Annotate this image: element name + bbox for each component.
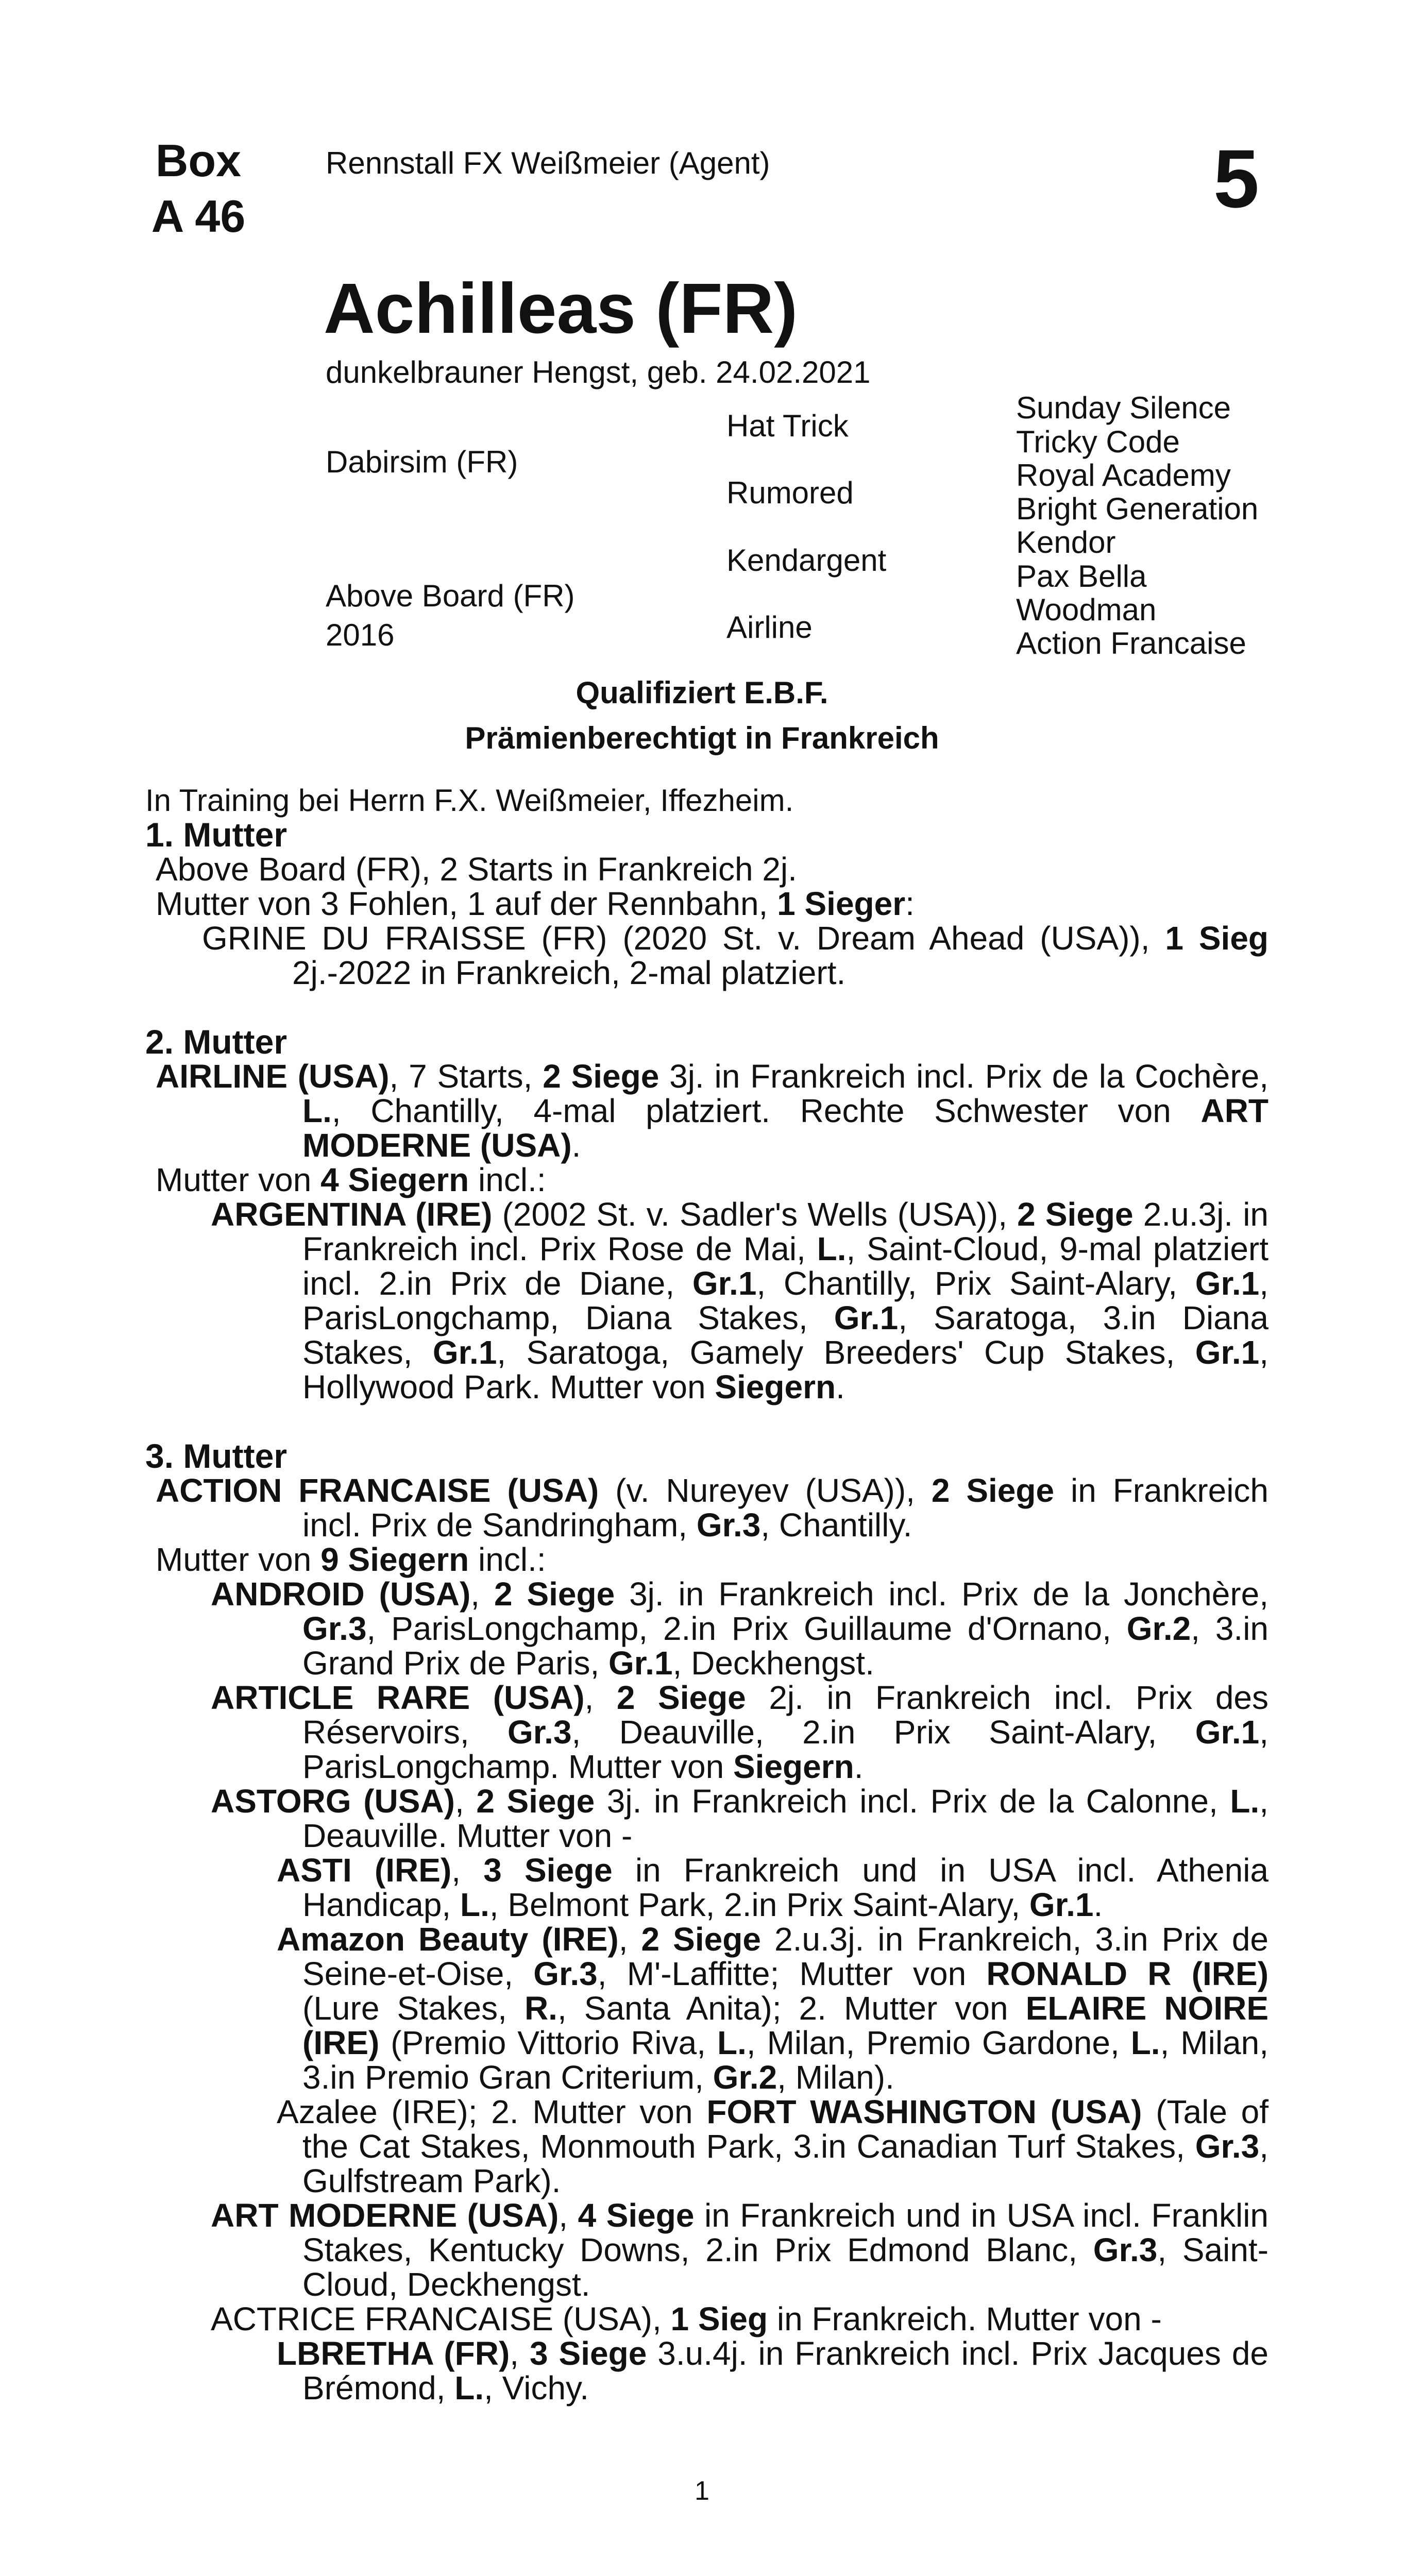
- third-dam-offspring-android: ANDROID (USA), 2 Siege 3j. in Frankreich incl. Prix de la Jonchère, Gr.3, ParisLongchamp, 2.in Prix Guillaume d'Ornano, Gr.2, 3.in Grand Prix de Paris, Gr.1, Deckhengst.: [211, 1575, 1269, 1682]
- pedigree-great-grandparent: Royal Academy: [1016, 458, 1231, 493]
- third-dam-offspring-astorg: ASTORG (USA), 2 Siege 3j. in Frankreich incl. Prix de la Calonne, L., Deauville. Mutter von -: [211, 1783, 1269, 1854]
- qualification-premium: Prämienberechtigt in Frankreich: [465, 721, 939, 755]
- first-dam-foal: GRINE DU FRAISSE (FR) (2020 St. v. Dream Ahead (USA)), 1 Sieg 2j.-2022 in Frankreich, 2-mal platziert.: [202, 920, 1269, 991]
- astorg-offspring-azalee: Azalee (IRE); 2. Mutter von FORT WASHINGTON (USA) (Tale of the Cat Stakes, Monmouth Park, 3.in Canadian Turf Stakes, Gr.3, Gulfstream Park).: [277, 2093, 1269, 2199]
- first-dam-heading: 1. Mutter: [145, 816, 287, 854]
- horse-name: Achilleas (FR): [324, 269, 798, 348]
- third-dam-produce: Mutter von 9 Siegern incl.:: [156, 1541, 546, 1578]
- first-dam-line: Above Board (FR), 2 Starts in Frankreich 2j.: [156, 851, 797, 888]
- box-label: [149, 133, 247, 244]
- pedigree-great-grandparent: Action Francaise: [1016, 626, 1246, 660]
- second-dam-record: AIRLINE (USA), 7 Starts, 2 Siege 3j. in Frankreich incl. Prix de la Cochère, L., Chantilly, 4-mal platziert. Rechte Schwester von ART MODERNE (USA).: [156, 1058, 1268, 1164]
- page-number: 1: [695, 2476, 709, 2506]
- box-number: A 46: [151, 191, 246, 242]
- astorg-offspring-amazon-beauty: Amazon Beauty (IRE), 2 Siege 2.u.3j. in Frankreich, 3.in Prix de Seine-et-Oise, Gr.3, M'-Laffitte; Mutter von RONALD R (IRE) (Lure Stakes, R., Santa Anita); 2. Mutter von ELAIRE NOIRE (IRE) (Premio Vittorio Riva, L., Milan, Premio Gardone, L., Milan, 3.in Premio Gran Criterium, Gr.2, Milan).: [277, 1921, 1269, 2096]
- third-dam-offspring-article-rare: ARTICLE RARE (USA), 2 Siege 2j. in Frankreich incl. Prix des Réservoirs, Gr.3, Deauville, 2.in Prix Saint-Alary, Gr.1, ParisLongchamp. Mutter von Siegern.: [211, 1679, 1269, 1785]
- owner: Rennstall FX Weißmeier (Agent): [326, 146, 770, 180]
- third-dam-offspring-art-moderne: ART MODERNE (USA), 4 Siege in Frankreich und in USA incl. Franklin Stakes, Kentucky Downs, 2.in Prix Edmond Blanc, Gr.3, Saint-Cloud, Deckhengst.: [211, 2197, 1269, 2303]
- pedigree-grandparent: Airline: [726, 610, 813, 645]
- dam-line-text: [145, 783, 1268, 2405]
- pedigree-great-grandparent: Kendor: [1016, 525, 1116, 560]
- qualification-ebf: Qualifiziert E.B.F.: [576, 675, 828, 710]
- pedigree-dam: Above Board (FR): [326, 579, 575, 613]
- third-dam-offspring-actrice: ACTRICE FRANCAISE (USA), 1 Sieg in Frankreich. Mutter von -: [211, 2300, 1162, 2337]
- pedigree-dam-year: 2016: [326, 618, 395, 652]
- training-info: In Training bei Herrn F.X. Weißmeier, Iffezheim.: [145, 783, 794, 818]
- pedigree-grandparent: Rumored: [726, 476, 854, 510]
- pedigree-sire: Dabirsim (FR): [326, 445, 518, 479]
- horse-description: dunkelbrauner Hengst, geb. 24.02.2021: [326, 355, 871, 389]
- pedigree-great-grandparent: Bright Generation: [1016, 492, 1259, 526]
- lot-number: 5: [1213, 132, 1259, 225]
- second-dam-offspring-argentina: ARGENTINA (IRE) (2002 St. v. Sadler's Wells (USA)), 2 Siege 2.u.3j. in Frankreich incl. Prix Rose de Mai, L., Saint-Cloud, 9-mal platziert incl. 2.in Prix de Diane, Gr.1, Chantilly, Prix Saint-Alary, Gr.1, ParisLongchamp, Diana Stakes, Gr.1, Saratoga, 3.in Diana Stakes, Gr.1, Saratoga, Gamely Breeders' Cup Stakes, Gr.1, Hollywood Park. Mutter von Siegern.: [211, 1196, 1269, 1405]
- first-dam-foals: Mutter von 3 Fohlen, 1 auf der Rennbahn, 1 Sieger:: [156, 885, 915, 922]
- pedigree-great-grandparent: Pax Bella: [1016, 559, 1147, 594]
- astorg-offspring-asti: ASTI (IRE), 3 Siege in Frankreich und in USA incl. Athenia Handicap, L., Belmont Park, 2.in Prix Saint-Alary, Gr.1.: [277, 1852, 1269, 1923]
- box-title: Box: [155, 135, 242, 186]
- third-dam-record: ACTION FRANCAISE (USA) (v. Nureyev (USA)), 2 Siege in Frankreich incl. Prix de Sandringham, Gr.3, Chantilly.: [156, 1472, 1268, 1544]
- actrice-offspring-lbretha: LBRETHA (FR), 3 Siege 3.u.4j. in Frankreich incl. Prix Jacques de Brémond, L., Vichy.: [277, 2335, 1269, 2406]
- third-dam-heading: 3. Mutter: [145, 1437, 287, 1475]
- pedigree-great-grandparent: Woodman: [1016, 592, 1157, 627]
- pedigree-great-grandparent: Tricky Code: [1016, 425, 1180, 459]
- second-dam-produce: Mutter von 4 Siegern incl.:: [156, 1161, 546, 1198]
- pedigree-great-grandparent: Sunday Silence: [1016, 391, 1231, 425]
- pedigree-grandparent: Hat Trick: [726, 409, 849, 443]
- second-dam-heading: 2. Mutter: [145, 1023, 287, 1061]
- pedigree-grandparent: Kendargent: [726, 543, 887, 578]
